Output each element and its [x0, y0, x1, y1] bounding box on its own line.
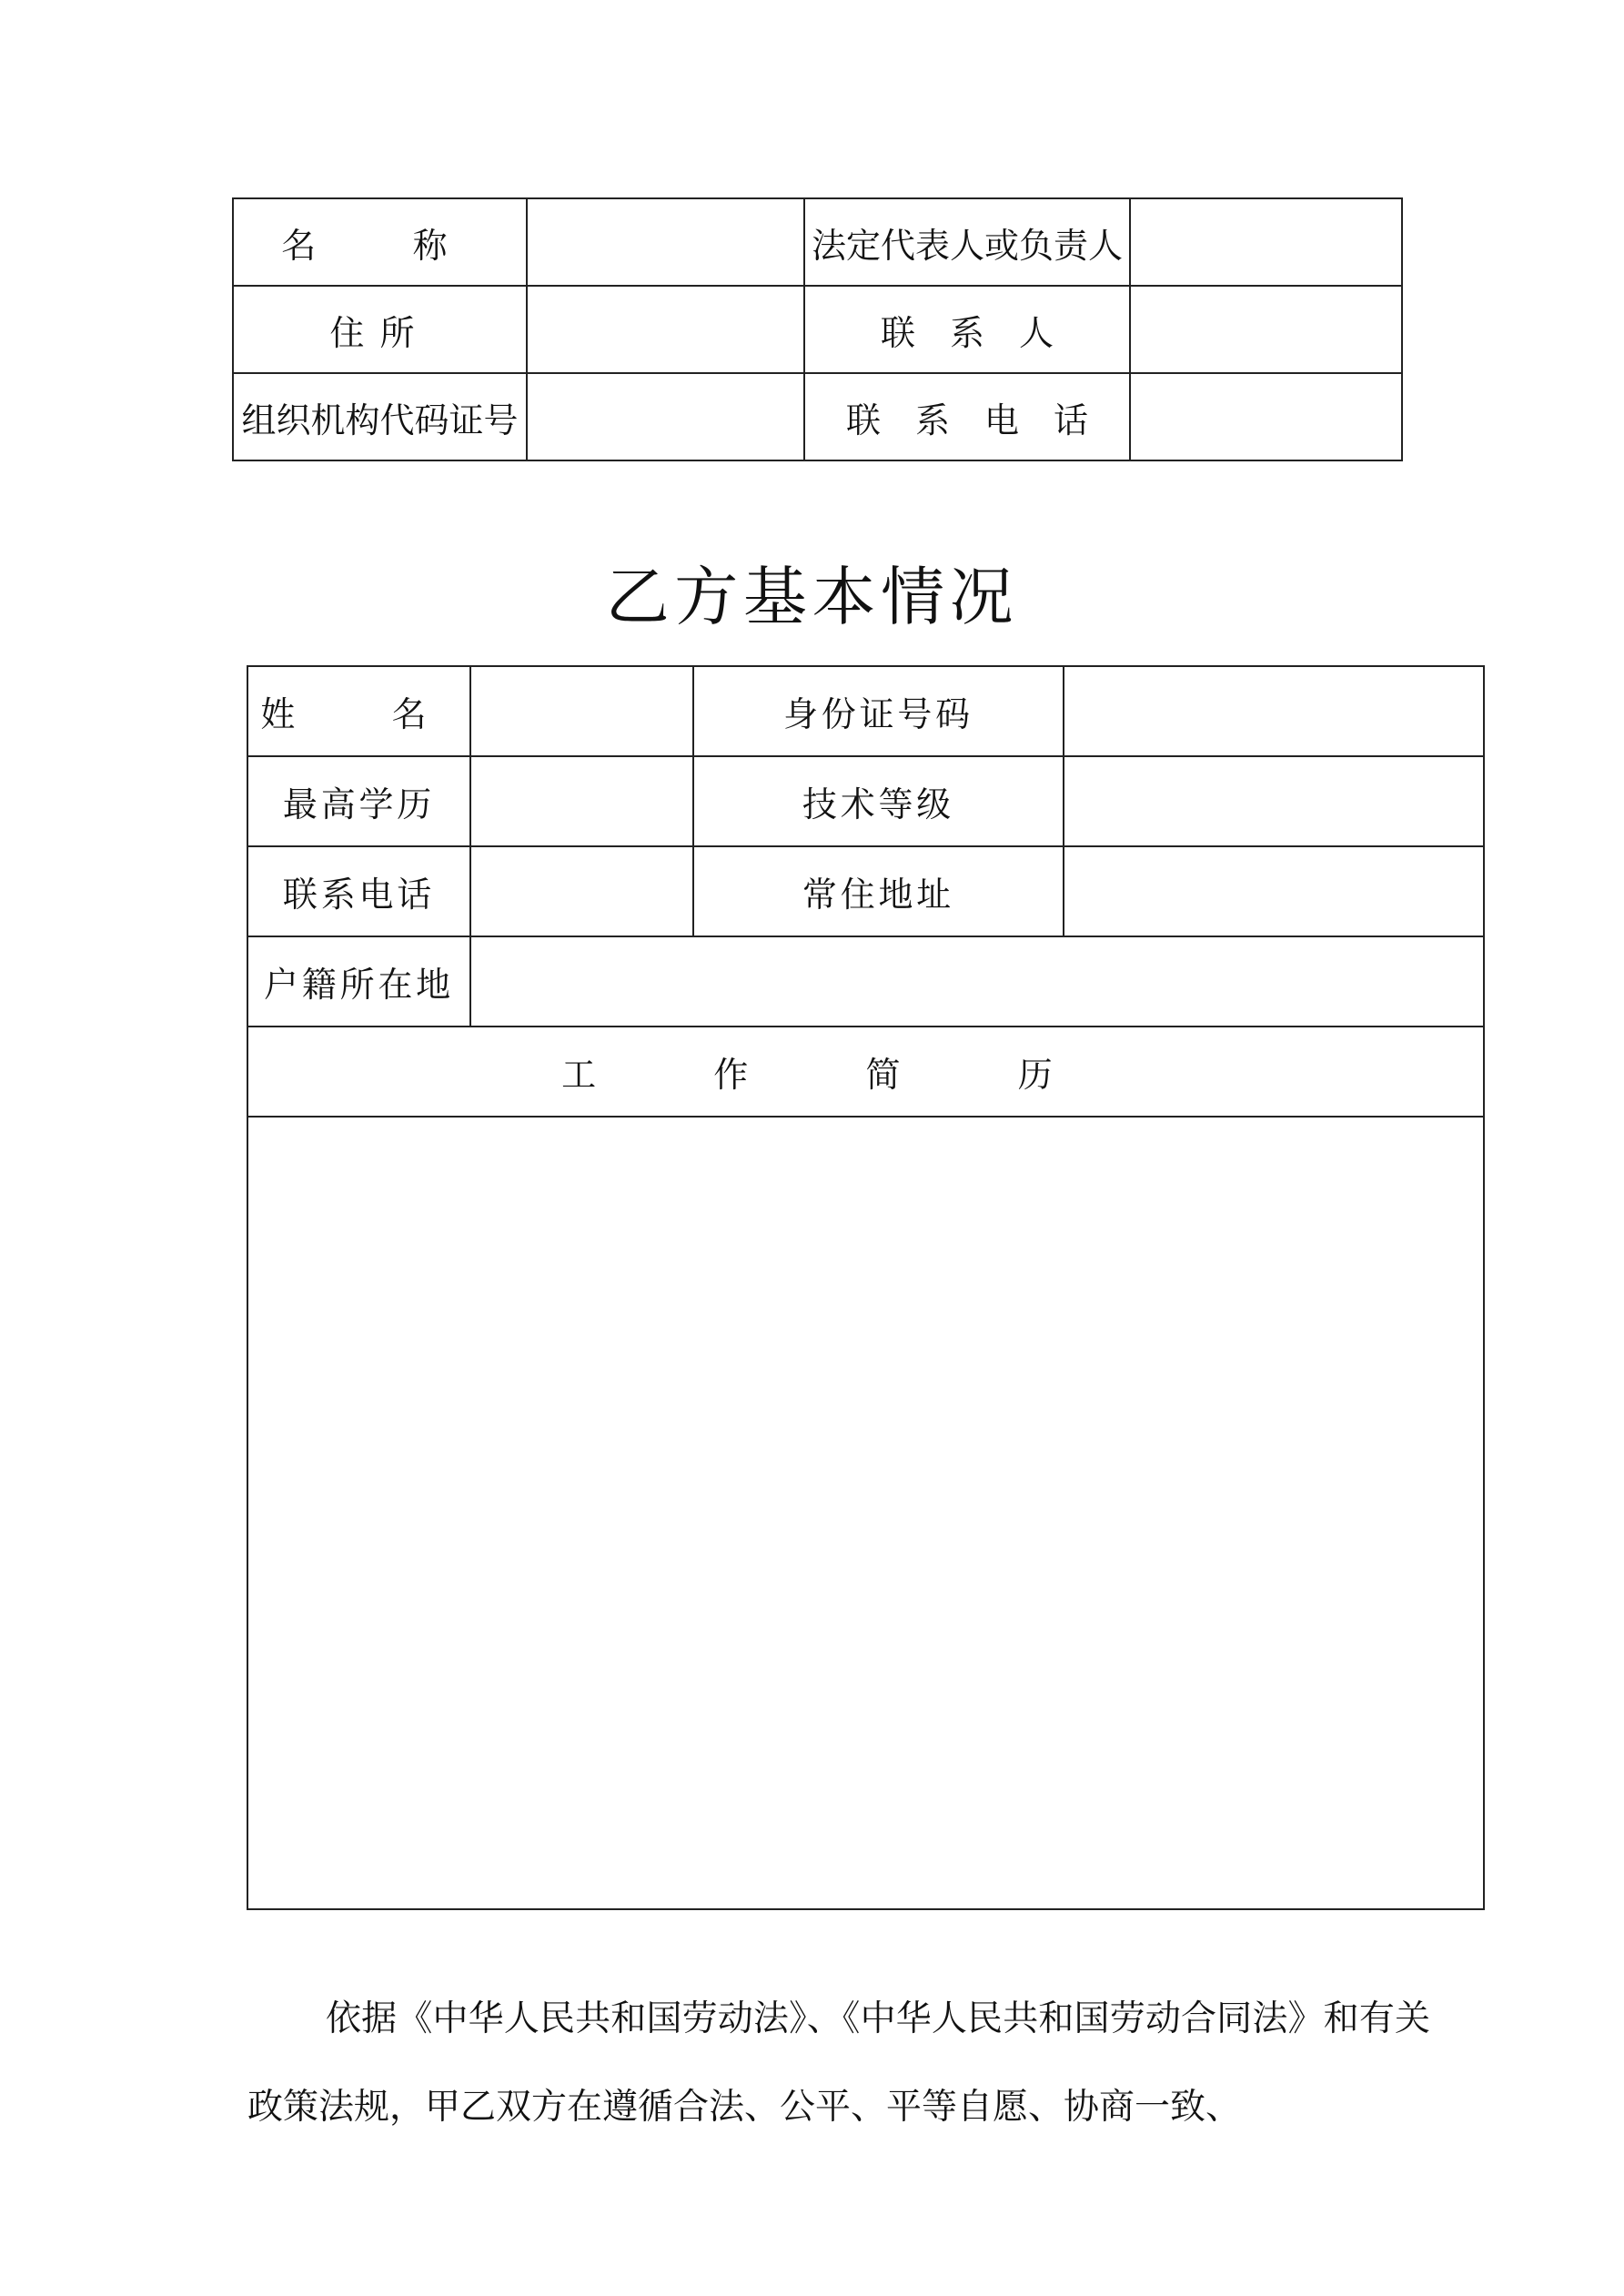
company-phone-label: 联 系 电 话 [804, 373, 1130, 460]
contact-person-value-field[interactable] [1130, 286, 1402, 373]
table-row [233, 198, 1402, 286]
table-row [247, 756, 1484, 846]
table-row [247, 666, 1484, 756]
hukou-label: 户籍所在地 [247, 936, 470, 1027]
work-history-body-field[interactable] [247, 1117, 1484, 1909]
table-row [233, 373, 1402, 460]
contact-person-label: 联 系 人 [804, 286, 1130, 373]
organization-code-label: 组织机构代码证号 [233, 373, 527, 460]
skill-level-label: 技术等级 [693, 756, 1064, 846]
work-history-title: 工作简历 [247, 1027, 1484, 1117]
party-a-info-table [232, 197, 1403, 461]
phone-label: 联系电话 [247, 846, 470, 936]
residence-address-label: 常住地址 [693, 846, 1064, 936]
id-number-value-field[interactable] [1064, 666, 1484, 756]
table-row [247, 1117, 1484, 1909]
organization-code-value-field[interactable] [527, 373, 804, 460]
residence-address-value-field[interactable] [1064, 846, 1484, 936]
table-row [247, 846, 1484, 936]
company-address-label: 住所 [233, 286, 527, 373]
education-label: 最高学历 [247, 756, 470, 846]
company-name-label: 名 称 [233, 198, 527, 286]
company-phone-value-field[interactable] [1130, 373, 1402, 460]
name-label: 姓 名 [247, 666, 470, 756]
legal-representative-label: 法定代表人或负责人 [804, 198, 1130, 286]
table-row [247, 936, 1484, 1027]
id-number-label: 身份证号码 [693, 666, 1064, 756]
phone-value-field[interactable] [470, 846, 693, 936]
intro-paragraph: 依据《中华人民共和国劳动法》、《中华人民共和国劳动合同法》和有关政策法规，甲乙双方在遵循合法、公平、平等自愿、协商一致、 [247, 1998, 1430, 2128]
company-name-value-field[interactable] [527, 198, 804, 286]
party-b-info-table [247, 665, 1485, 1910]
skill-level-value-field[interactable] [1064, 756, 1484, 846]
name-value-field[interactable] [470, 666, 693, 756]
table-row [247, 1027, 1484, 1117]
hukou-value-field[interactable] [470, 936, 1484, 1027]
legal-representative-value-field[interactable] [1130, 198, 1402, 286]
table-row [233, 286, 1402, 373]
section-title: 乙方基本情况 [605, 560, 1019, 634]
education-value-field[interactable] [470, 756, 693, 846]
company-address-value-field[interactable] [527, 286, 804, 373]
